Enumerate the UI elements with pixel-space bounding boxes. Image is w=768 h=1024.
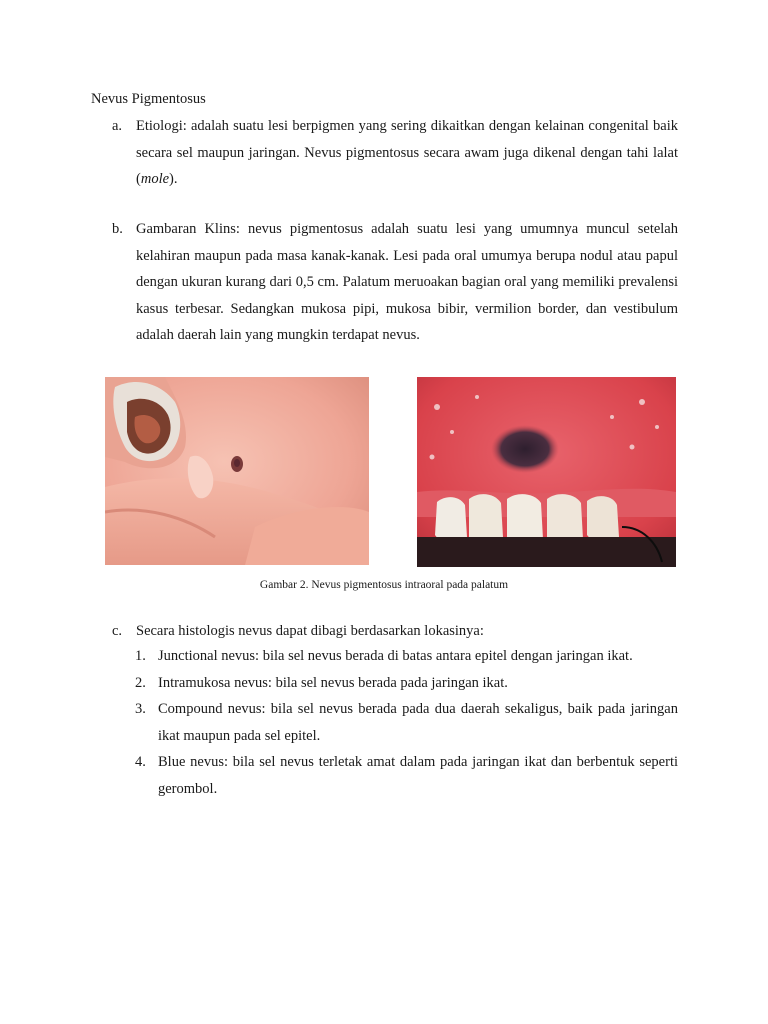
figure-caption: Gambar 2. Nevus pigmentosus intraoral pada palatum: [259, 579, 509, 591]
clinical-photo-mucosa: [105, 377, 369, 565]
page-title: Nevus Pigmentosus: [91, 91, 206, 107]
paragraph: Secara histologis nevus dapat dibagi berdasarkan lokasinya:: [136, 623, 484, 639]
list-item: [135, 696, 678, 749]
list-item-text: Compound nevus: bila sel nevus berada pada dua daerah sekaligus, baik pada jaringan ikat maupun pada sel epitel.: [158, 701, 678, 744]
paragraph: Gambaran Klins: nevus pigmentosus adalah suatu lesi yang umumnya muncul setelah kelahiran maupun pada masa kanak-kanak. Lesi pada oral umumya berupa nodul atau papul dengan ukuran kurang dari 0,5 cm. Palatum meruoakan bagian oral yang memiliki prevalensi kasus terbesar. Sedangkan mukosa pipi, mukosa bibir, vermilion border, dan vestibulum adalah daerah lain yang mungkin terdapat nevus.: [136, 221, 678, 343]
list-marker: c.: [112, 623, 123, 639]
list-marker: a.: [112, 118, 123, 134]
list-item-histologi: [112, 618, 678, 645]
list-item: [135, 749, 678, 802]
list-marker: b.: [112, 221, 123, 237]
paragraph: Etiologi: adalah suatu lesi berpigmen yang sering dikaitkan dengan kelainan congenital baik secara sel maupun jaringan. Nevus pigmentosus secara awam juga dikenal dengan tahi lalat (mole).: [136, 118, 678, 187]
list-item-text: Junctional nevus: bila sel nevus berada di batas antara epitel dengan jaringan ikat.: [158, 648, 633, 664]
palate-photo-illustration: [417, 377, 676, 567]
list-number: 1.: [135, 648, 146, 664]
numbered-list: [135, 643, 678, 802]
list-item-etiologi: [112, 113, 678, 193]
list-item: [135, 643, 678, 670]
list-item-text: Blue nevus: bila sel nevus terletak amat dalam pada jaringan ikat dan berbentuk seperti gerombol.: [158, 754, 678, 797]
list-number: 2.: [135, 674, 146, 691]
mucosa-photo-illustration: [105, 377, 369, 565]
italic-term: mole: [140, 171, 170, 187]
list-number: 3.: [135, 701, 146, 717]
list-item-text: Intramukosa nevus: bila sel nevus berada pada jaringan ikat.: [158, 674, 508, 691]
list-item-gambaran-klinis: [112, 216, 678, 349]
list-item: [135, 670, 678, 697]
list-number: 4.: [135, 754, 146, 770]
clinical-photo-palate: [417, 377, 676, 567]
